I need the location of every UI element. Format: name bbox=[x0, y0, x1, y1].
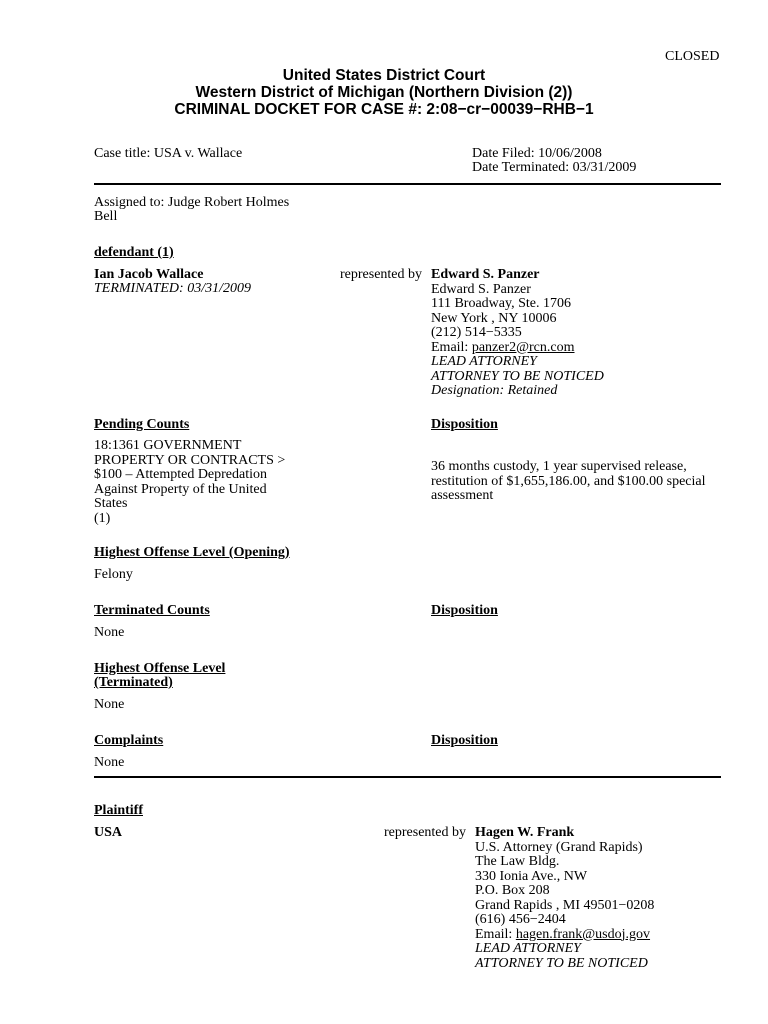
email-label: Email: bbox=[475, 926, 516, 942]
defendant-heading: defendant (1) bbox=[94, 245, 174, 260]
attorney-name: Edward S. Panzer bbox=[431, 267, 540, 282]
highest-offense-opening-value: Felony bbox=[94, 567, 133, 582]
disposition-line: restitution of $1,655,186.00, and $100.00 special bbox=[431, 473, 706, 489]
attorney-address: 111 Broadway, Ste. 1706 bbox=[431, 296, 571, 311]
pending-counts-heading: Pending Counts bbox=[94, 417, 190, 432]
complaints-value: None bbox=[94, 755, 125, 770]
terminated-counts-heading: Terminated Counts bbox=[94, 603, 210, 618]
count-line: PROPERTY OR CONTRACTS > bbox=[94, 452, 286, 468]
count-line: $100 – Attempted Depredation bbox=[94, 467, 268, 482]
attorney-city: New York , NY 10006 bbox=[431, 310, 557, 326]
pending-count-text bbox=[94, 439, 285, 526]
district-name: Western District of Michigan (Northern Division (2)) bbox=[195, 84, 573, 101]
attorney-email-row bbox=[475, 928, 654, 943]
lead-attorney-note: LEAD ATTORNEY bbox=[475, 941, 581, 956]
attorney-noticed-note: ATTORNEY TO BE NOTICED bbox=[475, 955, 648, 971]
pending-disposition-text bbox=[431, 460, 706, 504]
case-title: Case title: USA v. Wallace bbox=[94, 146, 243, 161]
complaints-heading: Complaints bbox=[94, 733, 164, 748]
disposition-line: assessment bbox=[431, 488, 494, 503]
highest-offense-opening-heading: Highest Offense Level (Opening) bbox=[94, 545, 290, 560]
attorney-line: Edward S. Panzer bbox=[431, 281, 531, 297]
count-line: 18:1361 GOVERNMENT bbox=[94, 438, 242, 453]
complaints-disposition-heading: Disposition bbox=[431, 733, 498, 748]
plaintiff-heading: Plaintiff bbox=[94, 803, 143, 818]
count-line: (1) bbox=[94, 510, 111, 526]
highest-offense-terminated-heading-cont: (Terminated) bbox=[94, 675, 173, 690]
disposition-line: 36 months custody, 1 year supervised release, bbox=[431, 459, 687, 474]
attorney-email-row bbox=[431, 341, 604, 356]
assigned-judge: Assigned to: Judge Robert Holmes bbox=[94, 195, 290, 210]
plaintiff-attorney-block bbox=[475, 826, 654, 971]
section-divider bbox=[94, 183, 721, 185]
email-label: Email: bbox=[431, 339, 472, 355]
highest-offense-terminated-heading: Highest Offense Level bbox=[94, 661, 226, 676]
defendant-terminated: TERMINATED: 03/31/2009 bbox=[94, 281, 251, 296]
attorney-phone: (616) 456−2404 bbox=[475, 912, 566, 927]
case-status: CLOSED bbox=[665, 49, 720, 64]
section-divider bbox=[94, 776, 721, 778]
date-terminated: Date Terminated: 03/31/2009 bbox=[472, 160, 637, 175]
attorney-name: Hagen W. Frank bbox=[475, 825, 575, 840]
attorney-phone: (212) 514−5335 bbox=[431, 325, 522, 340]
attorney-email-link[interactable]: hagen.frank@usdoj.gov bbox=[515, 926, 651, 942]
terminated-disposition-heading: Disposition bbox=[431, 603, 498, 618]
court-name: United States District Court bbox=[282, 67, 486, 84]
plaintiff-name: USA bbox=[94, 825, 123, 840]
attorney-email-link[interactable]: panzer2@rcn.com bbox=[471, 339, 575, 355]
count-line: States bbox=[94, 496, 128, 511]
represented-by-label: represented by bbox=[384, 825, 467, 840]
docket-title: CRIMINAL DOCKET FOR CASE #: 2:08−cr−00039−RHB−1 bbox=[174, 101, 594, 118]
attorney-office: U.S. Attorney (Grand Rapids) bbox=[475, 839, 643, 855]
highest-offense-terminated-value: None bbox=[94, 697, 125, 712]
terminated-counts-value: None bbox=[94, 625, 125, 640]
attorney-po-box: P.O. Box 208 bbox=[475, 883, 550, 898]
attorney-address: 330 Ionia Ave., NW bbox=[475, 868, 588, 884]
defense-attorney-block bbox=[431, 268, 604, 399]
pending-disposition-heading: Disposition bbox=[431, 417, 498, 432]
defendant-name: Ian Jacob Wallace bbox=[94, 267, 204, 282]
date-filed: Date Filed: 10/06/2008 bbox=[472, 146, 602, 161]
attorney-noticed-note: ATTORNEY TO BE NOTICED bbox=[431, 368, 604, 384]
lead-attorney-note: LEAD ATTORNEY bbox=[431, 354, 537, 369]
attorney-building: The Law Bldg. bbox=[475, 854, 560, 869]
attorney-city: Grand Rapids , MI 49501−0208 bbox=[475, 897, 655, 913]
assigned-judge-cont: Bell bbox=[94, 209, 118, 224]
attorney-designation: Designation: Retained bbox=[431, 383, 558, 398]
count-line: Against Property of the United bbox=[94, 481, 267, 497]
represented-by-label: represented by bbox=[340, 267, 423, 282]
